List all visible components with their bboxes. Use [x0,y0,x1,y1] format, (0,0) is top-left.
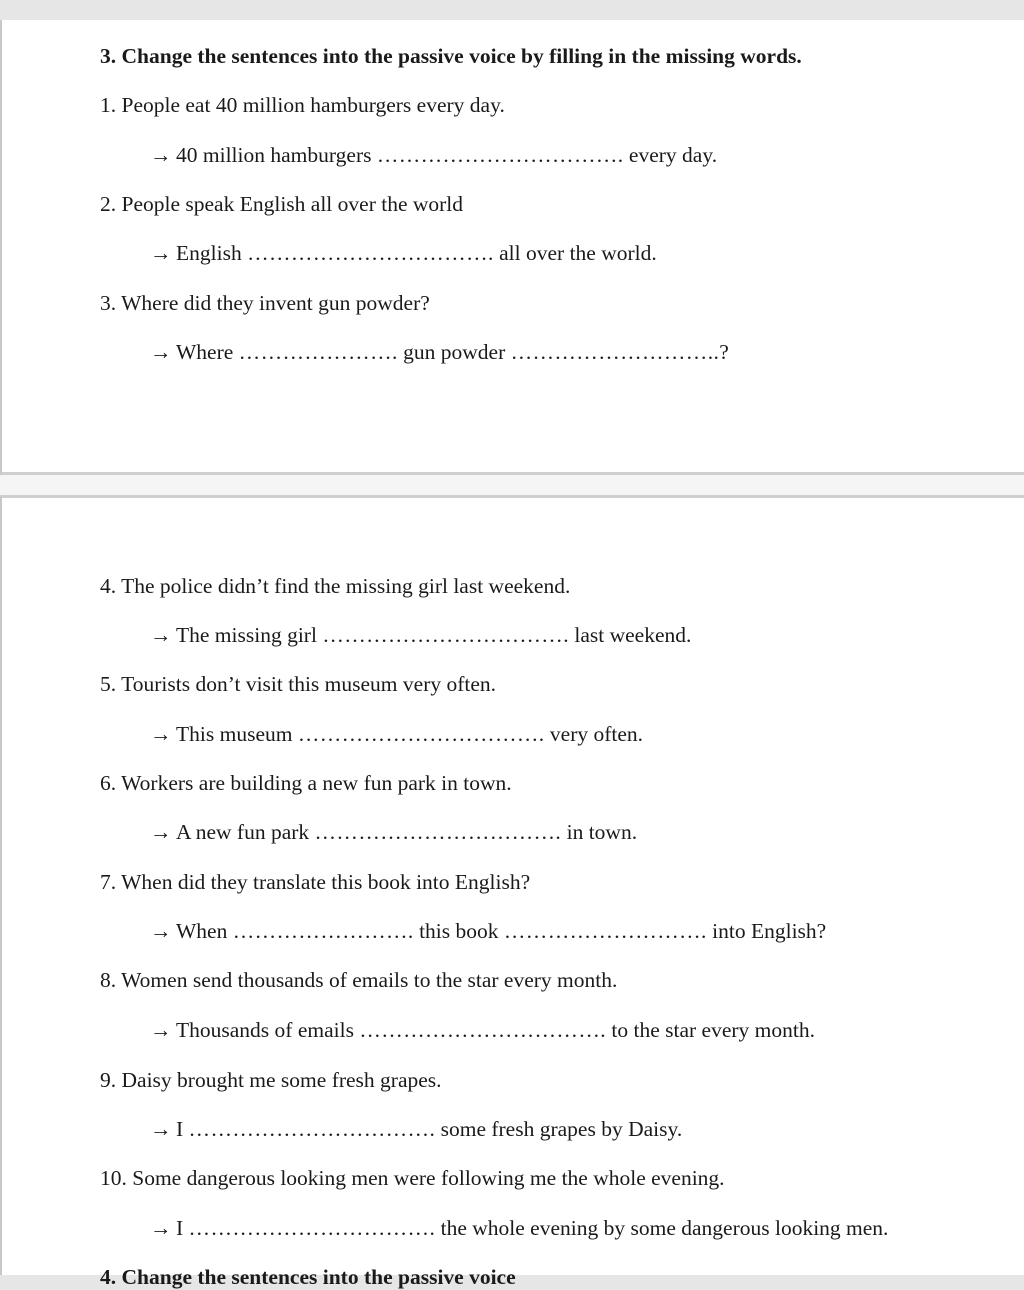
answer-8 [150,1017,815,1043]
answer-text: to the star every month. [611,1018,815,1042]
blank-field[interactable]: …………………. [238,340,398,364]
arrow-right-icon: → [150,1117,172,1141]
answer-text: 40 million hamburgers [176,143,372,167]
answer-text: into English? [712,919,827,943]
answer-text: When [176,919,228,943]
answer-6 [150,819,637,845]
answer-text: English [176,241,242,265]
blank-field[interactable]: ……………………………. [297,722,545,746]
arrow-right-icon: → [150,919,172,943]
answer-text: some fresh grapes by Daisy. [440,1117,683,1141]
arrow-right-icon: → [150,623,172,647]
blank-field[interactable]: ………………………..? [510,340,730,364]
question-7: 7. When did they translate this book into English? [100,870,531,894]
answer-text: all over the world. [499,241,657,265]
answer-9 [150,1116,682,1142]
answer-text: the whole evening by some dangerous looking men. [440,1216,889,1240]
answer-text: in town. [566,820,638,844]
answer-text: very often. [549,722,644,746]
exercise-3-title: 3. Change the sentences into the passive voice by filling in the missing words. [100,44,802,68]
answer-text: A new fun park [176,820,310,844]
answer-text: I [176,1117,184,1141]
question-3: 3. Where did they invent gun powder? [100,291,430,315]
blank-field[interactable]: ……………………………. [247,241,494,265]
arrow-right-icon: → [150,820,172,844]
blank-field[interactable]: ……………………………. [188,1117,436,1141]
question-10: 10. Some dangerous looking men were following me the whole evening. [100,1166,725,1190]
page-gap [0,475,1024,495]
blank-field[interactable]: ……………………………. [188,1216,436,1240]
answer-7 [150,918,826,944]
answer-2 [150,240,657,266]
question-6: 6. Workers are building a new fun park in town. [100,771,512,795]
answer-text: The missing girl [176,623,317,647]
answer-3 [150,339,729,365]
answer-10 [150,1215,888,1241]
blank-field[interactable]: ……………………………. [376,143,624,167]
answer-text: This museum [176,722,293,746]
answer-5 [150,721,643,747]
arrow-right-icon: → [150,340,172,364]
blank-field[interactable]: ……………………………. [314,820,562,844]
arrow-right-icon: → [150,1216,172,1240]
answer-text: Where [176,340,234,364]
arrow-right-icon: → [150,143,172,167]
question-5: 5. Tourists don’t visit this museum very often. [100,672,497,696]
answer-text: Thousands of emails [176,1018,354,1042]
answer-text: gun powder [403,340,506,364]
question-4: 4. The police didn’t find the missing girl last weekend. [100,574,571,598]
answer-text: last weekend. [574,623,692,647]
arrow-right-icon: → [150,241,172,265]
answer-text: every day. [628,143,718,167]
blank-field[interactable]: ………………………. [503,919,707,943]
blank-field[interactable]: ……………………. [232,919,414,943]
answer-1 [150,142,717,168]
answer-text: this book [419,919,499,943]
answer-text: I [176,1216,184,1240]
question-8: 8. Women send thousands of emails to the star every month. [100,968,618,992]
arrow-right-icon: → [150,1018,172,1042]
arrow-right-icon: → [150,722,172,746]
question-2: 2. People speak English all over the world [100,192,464,216]
question-9: 9. Daisy brought me some fresh grapes. [100,1068,442,1092]
exercise-4-title: 4. Change the sentences into the passive voice [100,1265,516,1289]
question-1: 1. People eat 40 million hamburgers every day. [100,93,505,117]
blank-field[interactable]: ……………………………. [359,1018,607,1042]
blank-field[interactable]: ……………………………. [322,623,569,647]
answer-4 [150,622,691,648]
